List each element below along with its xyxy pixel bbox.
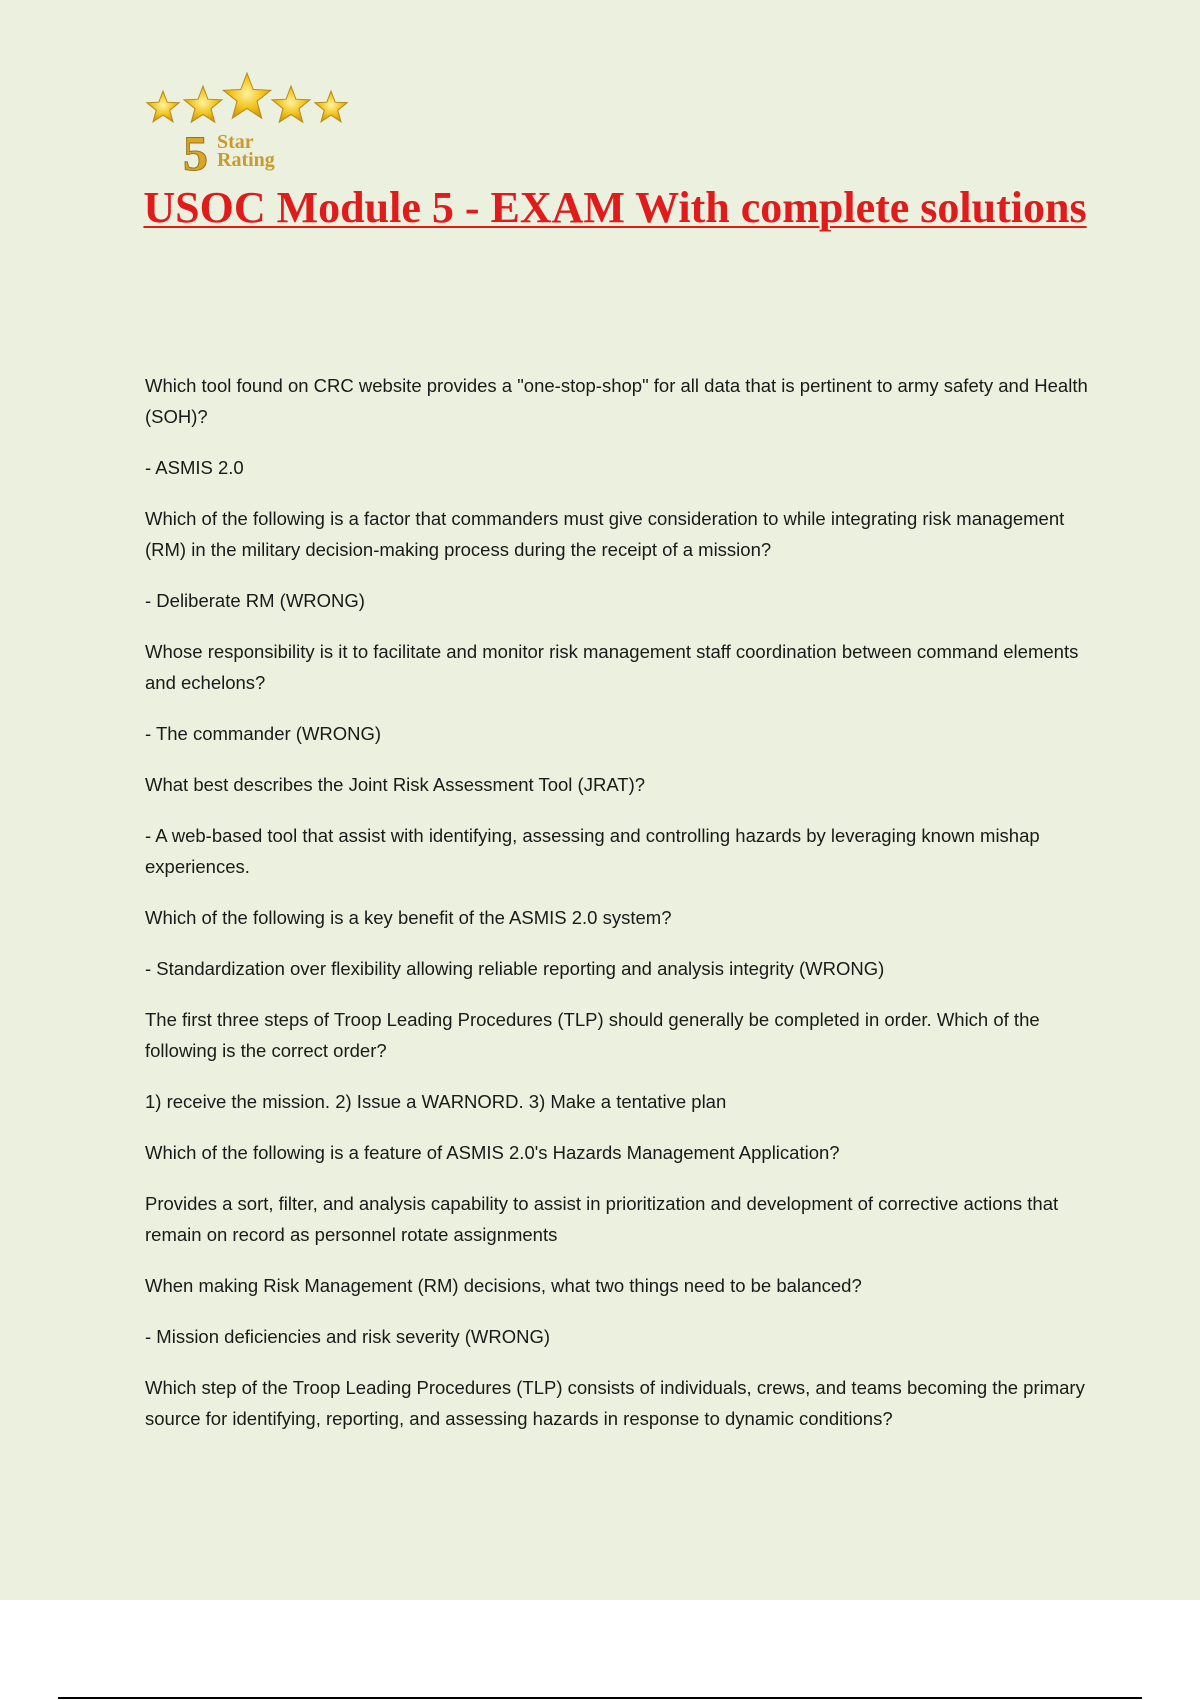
star-icon	[184, 86, 222, 122]
qa-paragraph: - Deliberate RM (WRONG)	[145, 590, 365, 611]
star-rating-icon	[145, 68, 355, 174]
qa-paragraph: Provides a sort, filter, and analysis capability to assist in prioritization and development of corrective actions that remain on record as personnel rotate assignments	[145, 1193, 1059, 1245]
logo-number: 5	[183, 125, 208, 174]
qa-paragraph: 1) receive the mission. 2) Issue a WARNORD. 3) Make a tentative plan	[145, 1091, 727, 1112]
qa-paragraph: Which of the following is a feature of ASMIS 2.0's Hazards Management Application?	[145, 1142, 840, 1163]
star-icon	[272, 86, 310, 122]
logo-word-rating: Rating	[217, 149, 275, 171]
page-title: USOC Module 5 - EXAM With complete solutions	[143, 183, 1087, 232]
qa-paragraph: Which tool found on CRC website provides a "one-stop-shop" for all data that is pertinent to army safety and Health (SOH)?	[145, 375, 1088, 427]
qa-paragraph: Whose responsibility is it to facilitate and monitor risk management staff coordination between command elements and echelons?	[145, 641, 1079, 693]
qa-content	[145, 370, 1095, 1454]
qa-paragraph: Which of the following is a key benefit of the ASMIS 2.0 system?	[145, 907, 672, 928]
qa-paragraph: When making Risk Management (RM) decisions, what two things need to be balanced?	[145, 1275, 862, 1296]
logo-word-star: Star	[217, 131, 254, 153]
qa-paragraph: - Mission deficiencies and risk severity (WRONG)	[145, 1326, 551, 1347]
five-star-rating-logo	[145, 68, 355, 174]
qa-paragraph: Which of the following is a factor that commanders must give consideration to while integrating risk management (RM) in the military decision-making process during the receipt of a mission?	[145, 508, 1065, 560]
footer-divider	[58, 1697, 1142, 1699]
qa-paragraph: - ASMIS 2.0	[145, 457, 244, 478]
star-icon	[315, 91, 347, 122]
qa-paragraph: - The commander (WRONG)	[145, 723, 382, 744]
star-icon	[147, 91, 179, 122]
qa-paragraph: - A web-based tool that assist with identifying, assessing and controlling hazards by leveraging known mishap experiences.	[145, 825, 1040, 877]
qa-paragraph: What best describes the Joint Risk Assessment Tool (JRAT)?	[145, 774, 646, 795]
qa-paragraph: - Standardization over flexibility allowing reliable reporting and analysis integrity (WRONG)	[145, 958, 885, 979]
qa-paragraph: Which step of the Troop Leading Procedures (TLP) consists of individuals, crews, and teams becoming the primary source for identifying, reporting, and assessing hazards in response to dynamic conditions?	[145, 1377, 1085, 1429]
star-icon	[223, 73, 271, 118]
qa-paragraph: The first three steps of Troop Leading Procedures (TLP) should generally be completed in order. Which of the following is the correct order?	[145, 1009, 1040, 1061]
